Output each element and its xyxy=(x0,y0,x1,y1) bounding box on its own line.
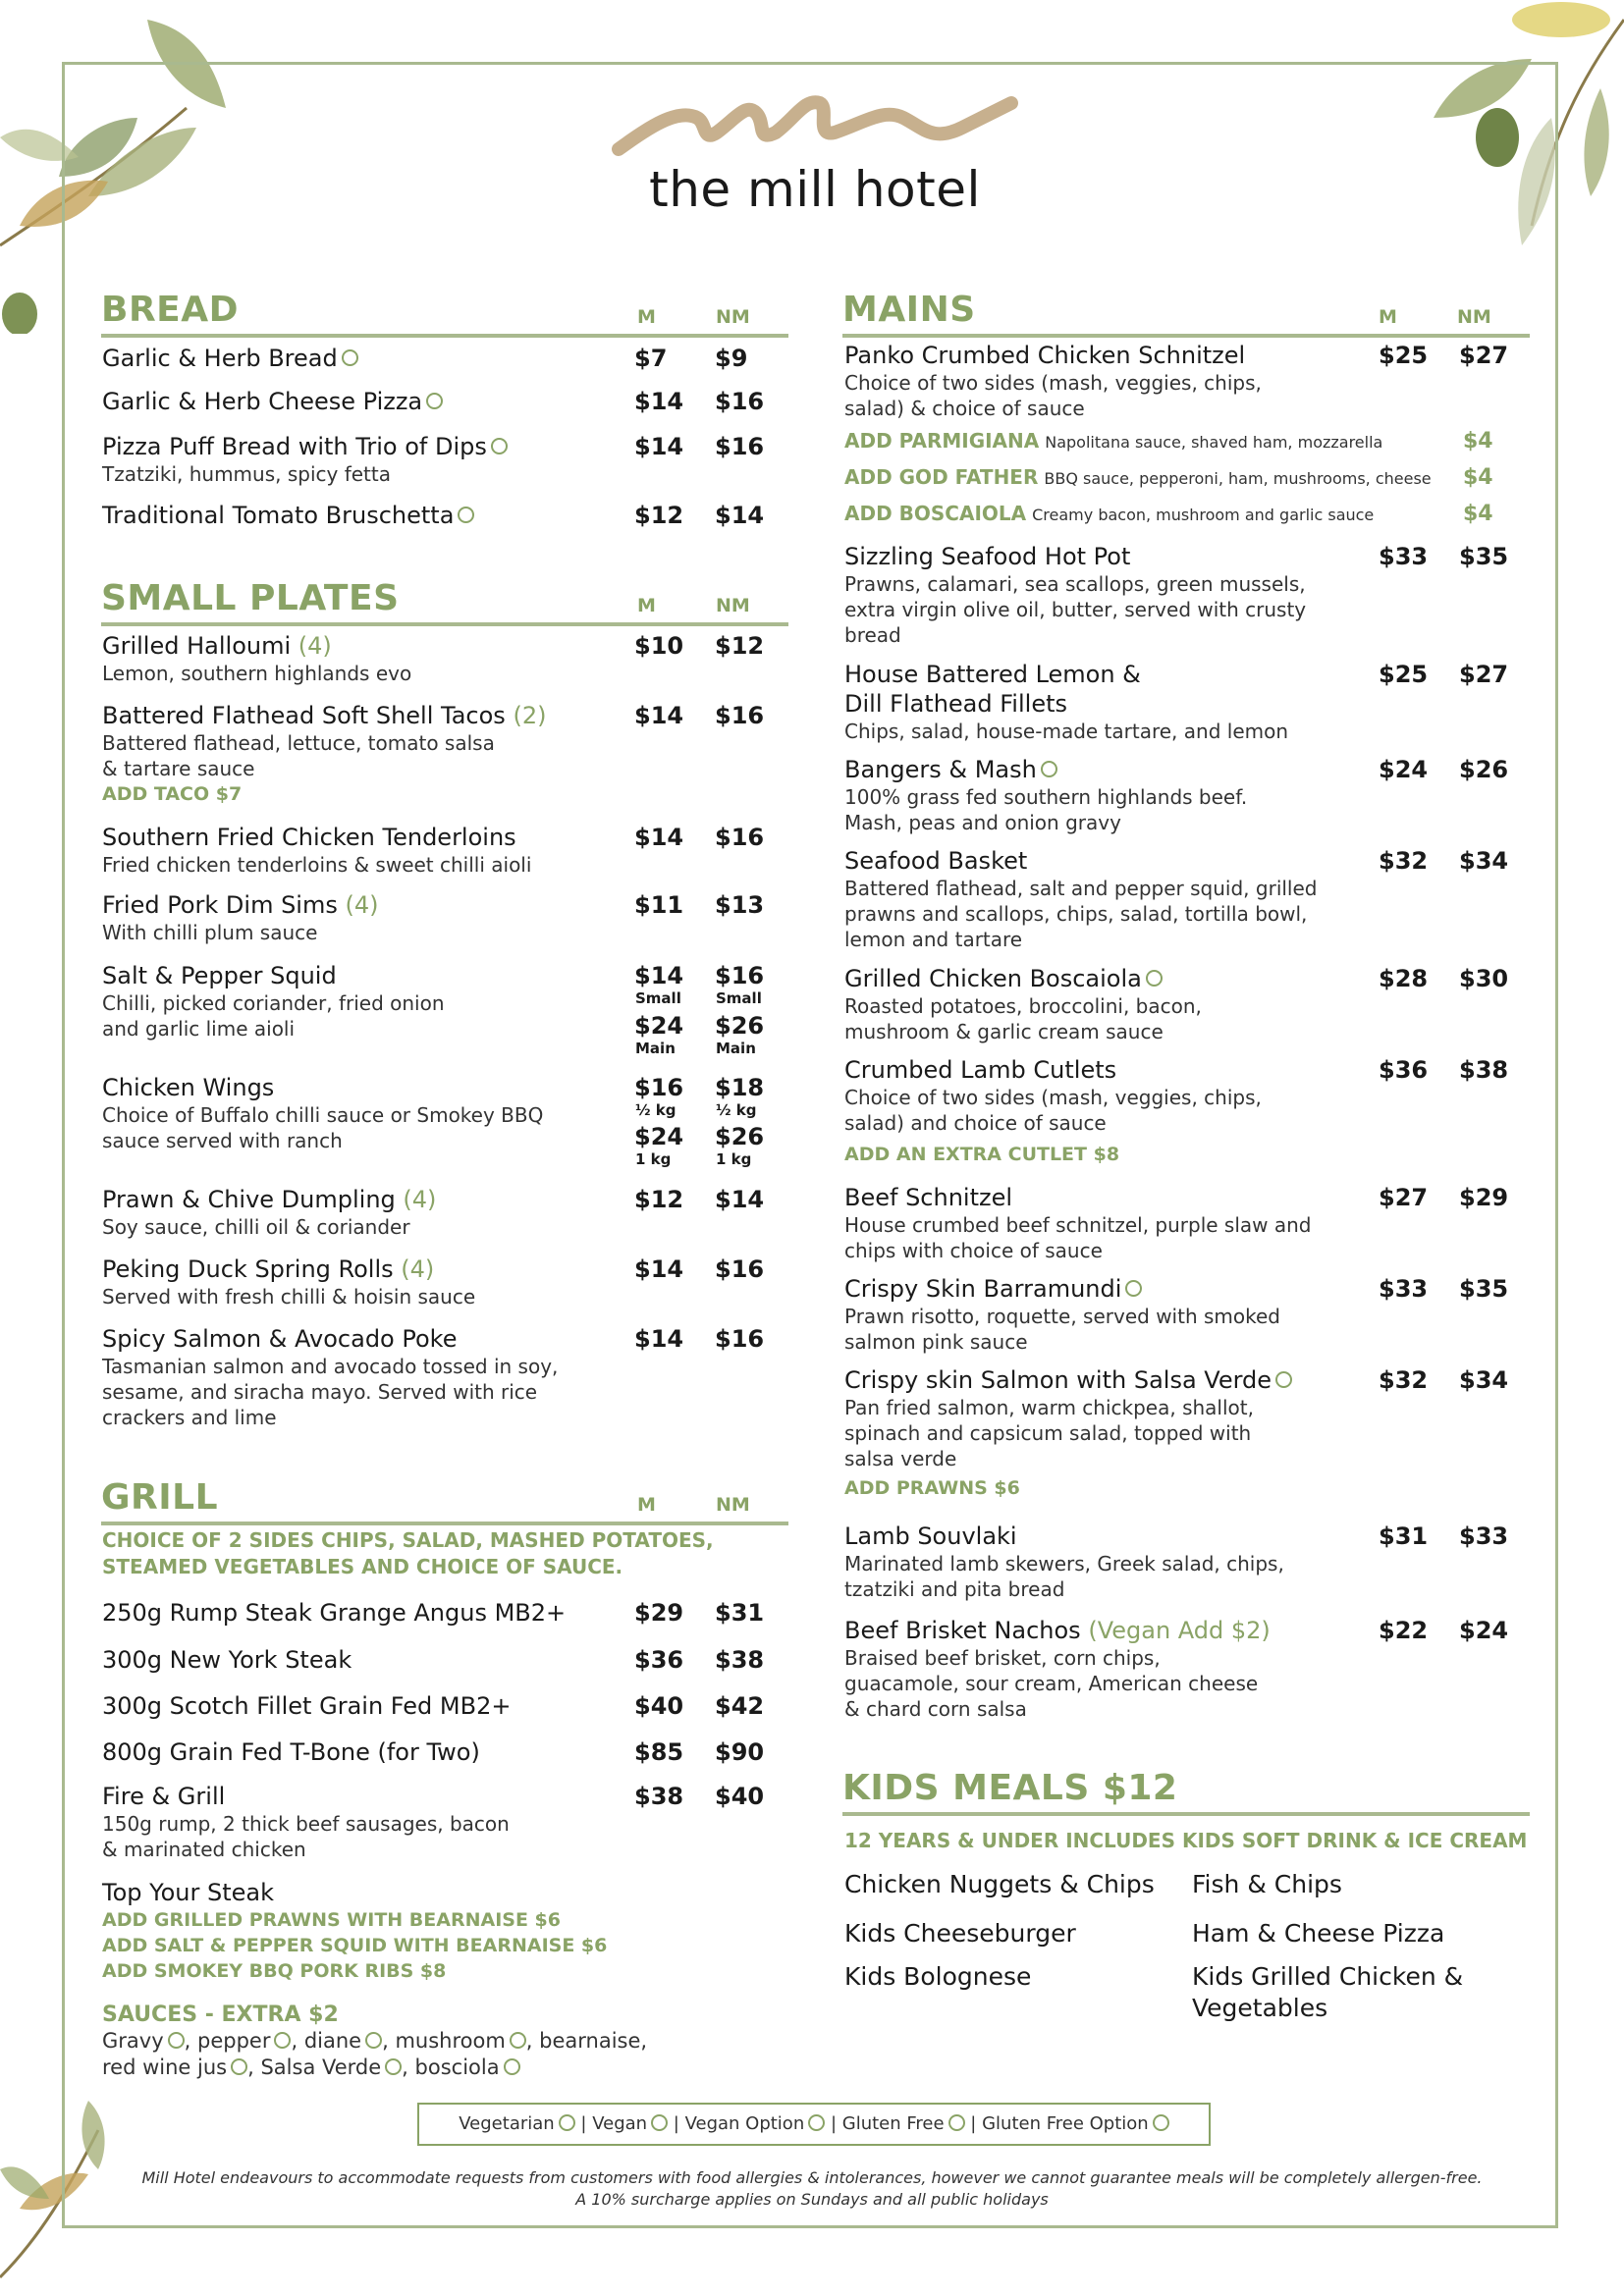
price-nm: $27 xyxy=(1459,342,1509,369)
price-nm: $40 xyxy=(715,1783,765,1810)
kids-item: Ham & Cheese Pizza xyxy=(1192,1919,1445,1948)
gluten-free-icon xyxy=(1041,761,1057,777)
menu-item: Pizza Puff Bread with Trio of Dips Tzatziki, hummus, spicy fetta xyxy=(102,432,508,487)
col-nm: NM xyxy=(1457,306,1491,328)
price-nm: $18 xyxy=(715,1074,765,1101)
gluten-free-icon xyxy=(274,2032,291,2049)
price-m: $32 xyxy=(1379,847,1429,875)
price-m: $32 xyxy=(1379,1366,1429,1394)
col-nm: NM xyxy=(716,306,750,328)
menu-item: Salt & Pepper Squid Chilli, picked coriander, fried onion and garlic lime aioli xyxy=(102,962,445,1041)
price-m: $24 xyxy=(1379,756,1429,783)
col-m: M xyxy=(637,595,656,616)
price-m: $14 xyxy=(634,1255,684,1283)
menu-item: Sizzling Seafood Hot Pot Prawns, calamari, sea scallops, green mussels, extra virgin olive oil, butter, served with crusty bread xyxy=(844,543,1307,647)
kids-item: Kids Cheeseburger xyxy=(844,1919,1076,1948)
col-m: M xyxy=(1379,306,1397,328)
col-nm: NM xyxy=(716,595,750,616)
kids-item: Chicken Nuggets & Chips xyxy=(844,1870,1155,1898)
price-nm: $30 xyxy=(1459,965,1509,992)
price-nm: $31 xyxy=(715,1599,765,1627)
dietary-legend: Vegetarian | Vegan | Vegan Option | Gluten Free | Gluten Free Option xyxy=(417,2103,1211,2146)
price-nm: $90 xyxy=(715,1738,765,1766)
kids-header xyxy=(842,1769,1530,1816)
gluten-free-icon xyxy=(1275,1371,1292,1388)
price-m: $12 xyxy=(634,1186,684,1213)
price-nm: $26 xyxy=(1459,756,1509,783)
price-m: $14 xyxy=(634,388,684,415)
section-title: KIDS MEALS $12 xyxy=(842,1768,1178,1808)
sauces: SAUCES - EXTRA $2 Gravy , pepper , diane , mushroom , bearnaise, red wine jus , Salsa Verde , bosciola xyxy=(102,2002,648,2079)
menu-item: Traditional Tomato Bruschetta xyxy=(102,501,474,530)
price-nm: $16 xyxy=(715,1325,765,1353)
price-m: $29 xyxy=(634,1599,684,1627)
price-size: ½ kg xyxy=(716,1101,757,1119)
price-m: $14 xyxy=(634,824,684,851)
menu-item: Crumbed Lamb Cutlets Choice of two sides (mash, veggies, chips, salad) and choice of sauce ADD AN EXTRA CUTLET $8 xyxy=(844,1056,1262,1165)
price-m: $11 xyxy=(634,891,684,919)
price-size: ½ kg xyxy=(635,1101,677,1119)
gluten-free-icon xyxy=(948,2114,965,2131)
vegan-option-icon xyxy=(808,2114,825,2131)
price-m: $25 xyxy=(1379,661,1429,688)
price-nm: $42 xyxy=(715,1692,765,1720)
menu-item: Fried Pork Dim Sims (4) With chilli plum sauce xyxy=(102,891,379,944)
bread-header xyxy=(101,291,788,338)
price-size: 1 kg xyxy=(716,1150,752,1168)
price-m: $27 xyxy=(1379,1184,1429,1211)
price-m: $40 xyxy=(634,1692,684,1720)
menu-item: Southern Fried Chicken Tenderloins Fried chicken tenderloins & sweet chilli aioli xyxy=(102,824,532,877)
price-nm: $24 xyxy=(1459,1617,1509,1644)
kids-item: Kids Bolognese xyxy=(844,1962,1032,1991)
price-nm: $27 xyxy=(1459,661,1509,688)
menu-item: Seafood Basket Battered flathead, salt and pepper squid, grilled prawns and scallops, chips, salad, tortilla bowl, lemon and tartare xyxy=(844,847,1318,951)
grill-note: CHOICE OF 2 SIDES CHIPS, SALAD, MASHED POTATOES, STEAMED VEGETABLES AND CHOICE OF SAUCE. xyxy=(102,1528,714,1578)
section-title: BREAD xyxy=(101,290,239,330)
price-size: Small xyxy=(635,989,681,1007)
price-nm: $34 xyxy=(1459,1366,1509,1394)
price-nm: $9 xyxy=(715,345,748,372)
mill-script-logo-icon xyxy=(609,88,1021,167)
gluten-free-icon xyxy=(510,2032,526,2049)
menu-item: Grilled Halloumi (4) Lemon, southern highlands evo xyxy=(102,632,412,685)
price-m: $25 xyxy=(1379,342,1429,369)
menu-item: Beef Brisket Nachos (Vegan Add $2) Braised beef brisket, corn chips, guacamole, sour cream, American cheese & chard corn salsa xyxy=(844,1617,1271,1721)
price-m: $33 xyxy=(1379,543,1429,570)
gluten-free-icon xyxy=(168,2032,185,2049)
price-m: $14 xyxy=(634,433,684,460)
price-nm: $14 xyxy=(715,502,765,529)
price-m: $12 xyxy=(634,502,684,529)
col-m: M xyxy=(637,306,656,328)
price-m: $36 xyxy=(1379,1056,1429,1084)
price-m: $22 xyxy=(1379,1617,1429,1644)
price-nm: $38 xyxy=(715,1646,765,1674)
gluten-free-icon xyxy=(1146,970,1163,987)
price-nm: $16 xyxy=(715,962,765,989)
price-m: $28 xyxy=(1379,965,1429,992)
brand-name: the mill hotel xyxy=(649,161,981,218)
menu-item: 300g New York Steak xyxy=(102,1646,352,1674)
vegan-icon xyxy=(651,2114,668,2131)
price-nm: $12 xyxy=(715,632,765,660)
menu-item: House Battered Lemon & Dill Flathead Fillets Chips, salad, house-made tartare, and lemon xyxy=(844,661,1289,743)
menu-item: 800g Grain Fed T-Bone (for Two) xyxy=(102,1738,480,1766)
vegetarian-icon xyxy=(559,2114,575,2131)
gluten-free-icon xyxy=(385,2058,402,2075)
price-m: $24 xyxy=(634,1012,684,1040)
section-title: SMALL PLATES xyxy=(101,578,400,618)
price-nm: $33 xyxy=(1459,1522,1509,1550)
gluten-free-option-icon xyxy=(1153,2114,1169,2131)
add-price: $4 xyxy=(1463,429,1493,454)
price-m: $14 xyxy=(634,1325,684,1353)
price-size: Small xyxy=(716,989,762,1007)
menu-item: Bangers & Mash 100% grass fed southern highlands beef. Mash, peas and onion gravy xyxy=(844,756,1248,834)
section-title: MAINS xyxy=(842,290,976,330)
price-nm: $26 xyxy=(715,1012,765,1040)
add-price: $4 xyxy=(1463,502,1493,526)
vegetarian-icon xyxy=(458,507,474,523)
price-nm: $35 xyxy=(1459,1275,1509,1303)
price-m: $31 xyxy=(1379,1522,1429,1550)
price-m: $38 xyxy=(634,1783,684,1810)
price-nm: $16 xyxy=(715,433,765,460)
add-option: ADD GOD FATHER BBQ sauce, pepperoni, ham, mushrooms, cheese xyxy=(844,465,1432,489)
price-m: $24 xyxy=(634,1123,684,1150)
price-m: $85 xyxy=(634,1738,684,1766)
price-nm: $16 xyxy=(715,1255,765,1283)
kids-item: Fish & Chips xyxy=(1192,1870,1342,1898)
price-nm: $35 xyxy=(1459,543,1509,570)
vegetarian-icon xyxy=(342,349,358,366)
grill-header xyxy=(101,1478,788,1525)
price-m: $14 xyxy=(634,962,684,989)
price-nm: $16 xyxy=(715,824,765,851)
price-m: $7 xyxy=(634,345,668,372)
vegetarian-icon xyxy=(426,393,443,409)
price-m: $10 xyxy=(634,632,684,660)
menu-item: Garlic & Herb Cheese Pizza xyxy=(102,387,443,416)
gluten-free-icon xyxy=(365,2032,382,2049)
price-nm: $34 xyxy=(1459,847,1509,875)
mains-header xyxy=(842,291,1530,338)
price-nm: $26 xyxy=(715,1123,765,1150)
price-nm: $14 xyxy=(715,1186,765,1213)
price-size: Main xyxy=(716,1040,756,1057)
price-m: $16 xyxy=(634,1074,684,1101)
gluten-free-icon xyxy=(231,2058,247,2075)
col-nm: NM xyxy=(716,1494,750,1516)
menu-item: 250g Rump Steak Grange Angus MB2+ xyxy=(102,1599,567,1627)
kids-note: 12 YEARS & UNDER INCLUDES KIDS SOFT DRINK & ICE CREAM xyxy=(844,1829,1528,1852)
gluten-free-icon xyxy=(504,2058,520,2075)
add-option: ADD PARMIGIANA Napolitana sauce, shaved ham, mozzarella xyxy=(844,429,1383,453)
price-m: $36 xyxy=(634,1646,684,1674)
price-m: $14 xyxy=(634,702,684,729)
price-nm: $29 xyxy=(1459,1184,1509,1211)
price-nm: $38 xyxy=(1459,1056,1509,1084)
menu-item: Garlic & Herb Bread xyxy=(102,344,358,373)
price-size: 1 kg xyxy=(635,1150,672,1168)
price-m: $33 xyxy=(1379,1275,1429,1303)
menu-item: Crispy Skin Barramundi Prawn risotto, roquette, served with smoked salmon pink sauce xyxy=(844,1275,1280,1354)
gluten-free-icon xyxy=(1125,1280,1142,1297)
surcharge-note: A 10% surcharge applies on Sundays and all public holidays xyxy=(575,2190,1049,2209)
top-your-steak: Top Your Steak ADD GRILLED PRAWNS WITH BEARNAISE $6 ADD SALT & PEPPER SQUID WITH BEARNAISE $6 ADD SMOKEY BBQ PORK RIBS $8 xyxy=(102,1879,608,1982)
menu-item: Peking Duck Spring Rolls (4) Served with fresh chilli & hoisin sauce xyxy=(102,1255,476,1308)
menu-item: Crispy skin Salmon with Salsa Verde Pan fried salmon, warm chickpea, shallot, spinach and capsicum salad, topped with salsa verde ADD PRAWNS $6 xyxy=(844,1365,1292,1501)
col-m: M xyxy=(637,1494,656,1516)
menu-item: Spicy Salmon & Avocado Poke Tasmanian salmon and avocado tossed in soy, sesame, and siracha mayo. Served with rice crackers and lime xyxy=(102,1325,559,1429)
section-title: GRILL xyxy=(101,1477,219,1518)
menu-item: Battered Flathead Soft Shell Tacos (2) Battered flathead, lettuce, tomato salsa & tartare sauce ADD TACO $7 xyxy=(102,702,547,805)
menu-item: Beef Schnitzel House crumbed beef schnitzel, purple slaw and chips with choice of sauce xyxy=(844,1184,1312,1262)
menu-item: 300g Scotch Fillet Grain Fed MB2+ xyxy=(102,1692,512,1720)
hotel-logo xyxy=(609,88,1021,216)
price-nm: $13 xyxy=(715,891,765,919)
kids-item: Kids Grilled Chicken & Vegetables xyxy=(1192,1962,1464,2022)
menu-item: Fire & Grill 150g rump, 2 thick beef sausages, bacon & marinated chicken xyxy=(102,1783,510,1861)
menu-item: Chicken Wings Choice of Buffalo chilli sauce or Smokey BBQ sauce served with ranch xyxy=(102,1074,544,1152)
small-plates-header xyxy=(101,579,788,626)
add-option: ADD BOSCAIOLA Creamy bacon, mushroom and garlic sauce xyxy=(844,502,1375,525)
add-price: $4 xyxy=(1463,465,1493,490)
price-nm: $16 xyxy=(715,702,765,729)
menu-item: Lamb Souvlaki Marinated lamb skewers, Greek salad, chips, tzatziki and pita bread xyxy=(844,1522,1284,1601)
menu-item: Grilled Chicken Boscaiola Roasted potatoes, broccolini, bacon, mushroom & garlic cream sauce xyxy=(844,965,1202,1043)
vegetarian-icon xyxy=(491,438,508,454)
menu-item: Prawn & Chive Dumpling (4) Soy sauce, chilli oil & coriander xyxy=(102,1186,437,1239)
menu-item: Panko Crumbed Chicken Schnitzel Choice of two sides (mash, veggies, chips, salad) & choice of sauce xyxy=(844,342,1262,420)
price-nm: $16 xyxy=(715,388,765,415)
allergen-disclaimer: Mill Hotel endeavours to accommodate requests from customers with food allergies & intolerances, however we cannot guarantee meals will be completely allergen-free. xyxy=(141,2168,1483,2187)
price-size: Main xyxy=(635,1040,676,1057)
